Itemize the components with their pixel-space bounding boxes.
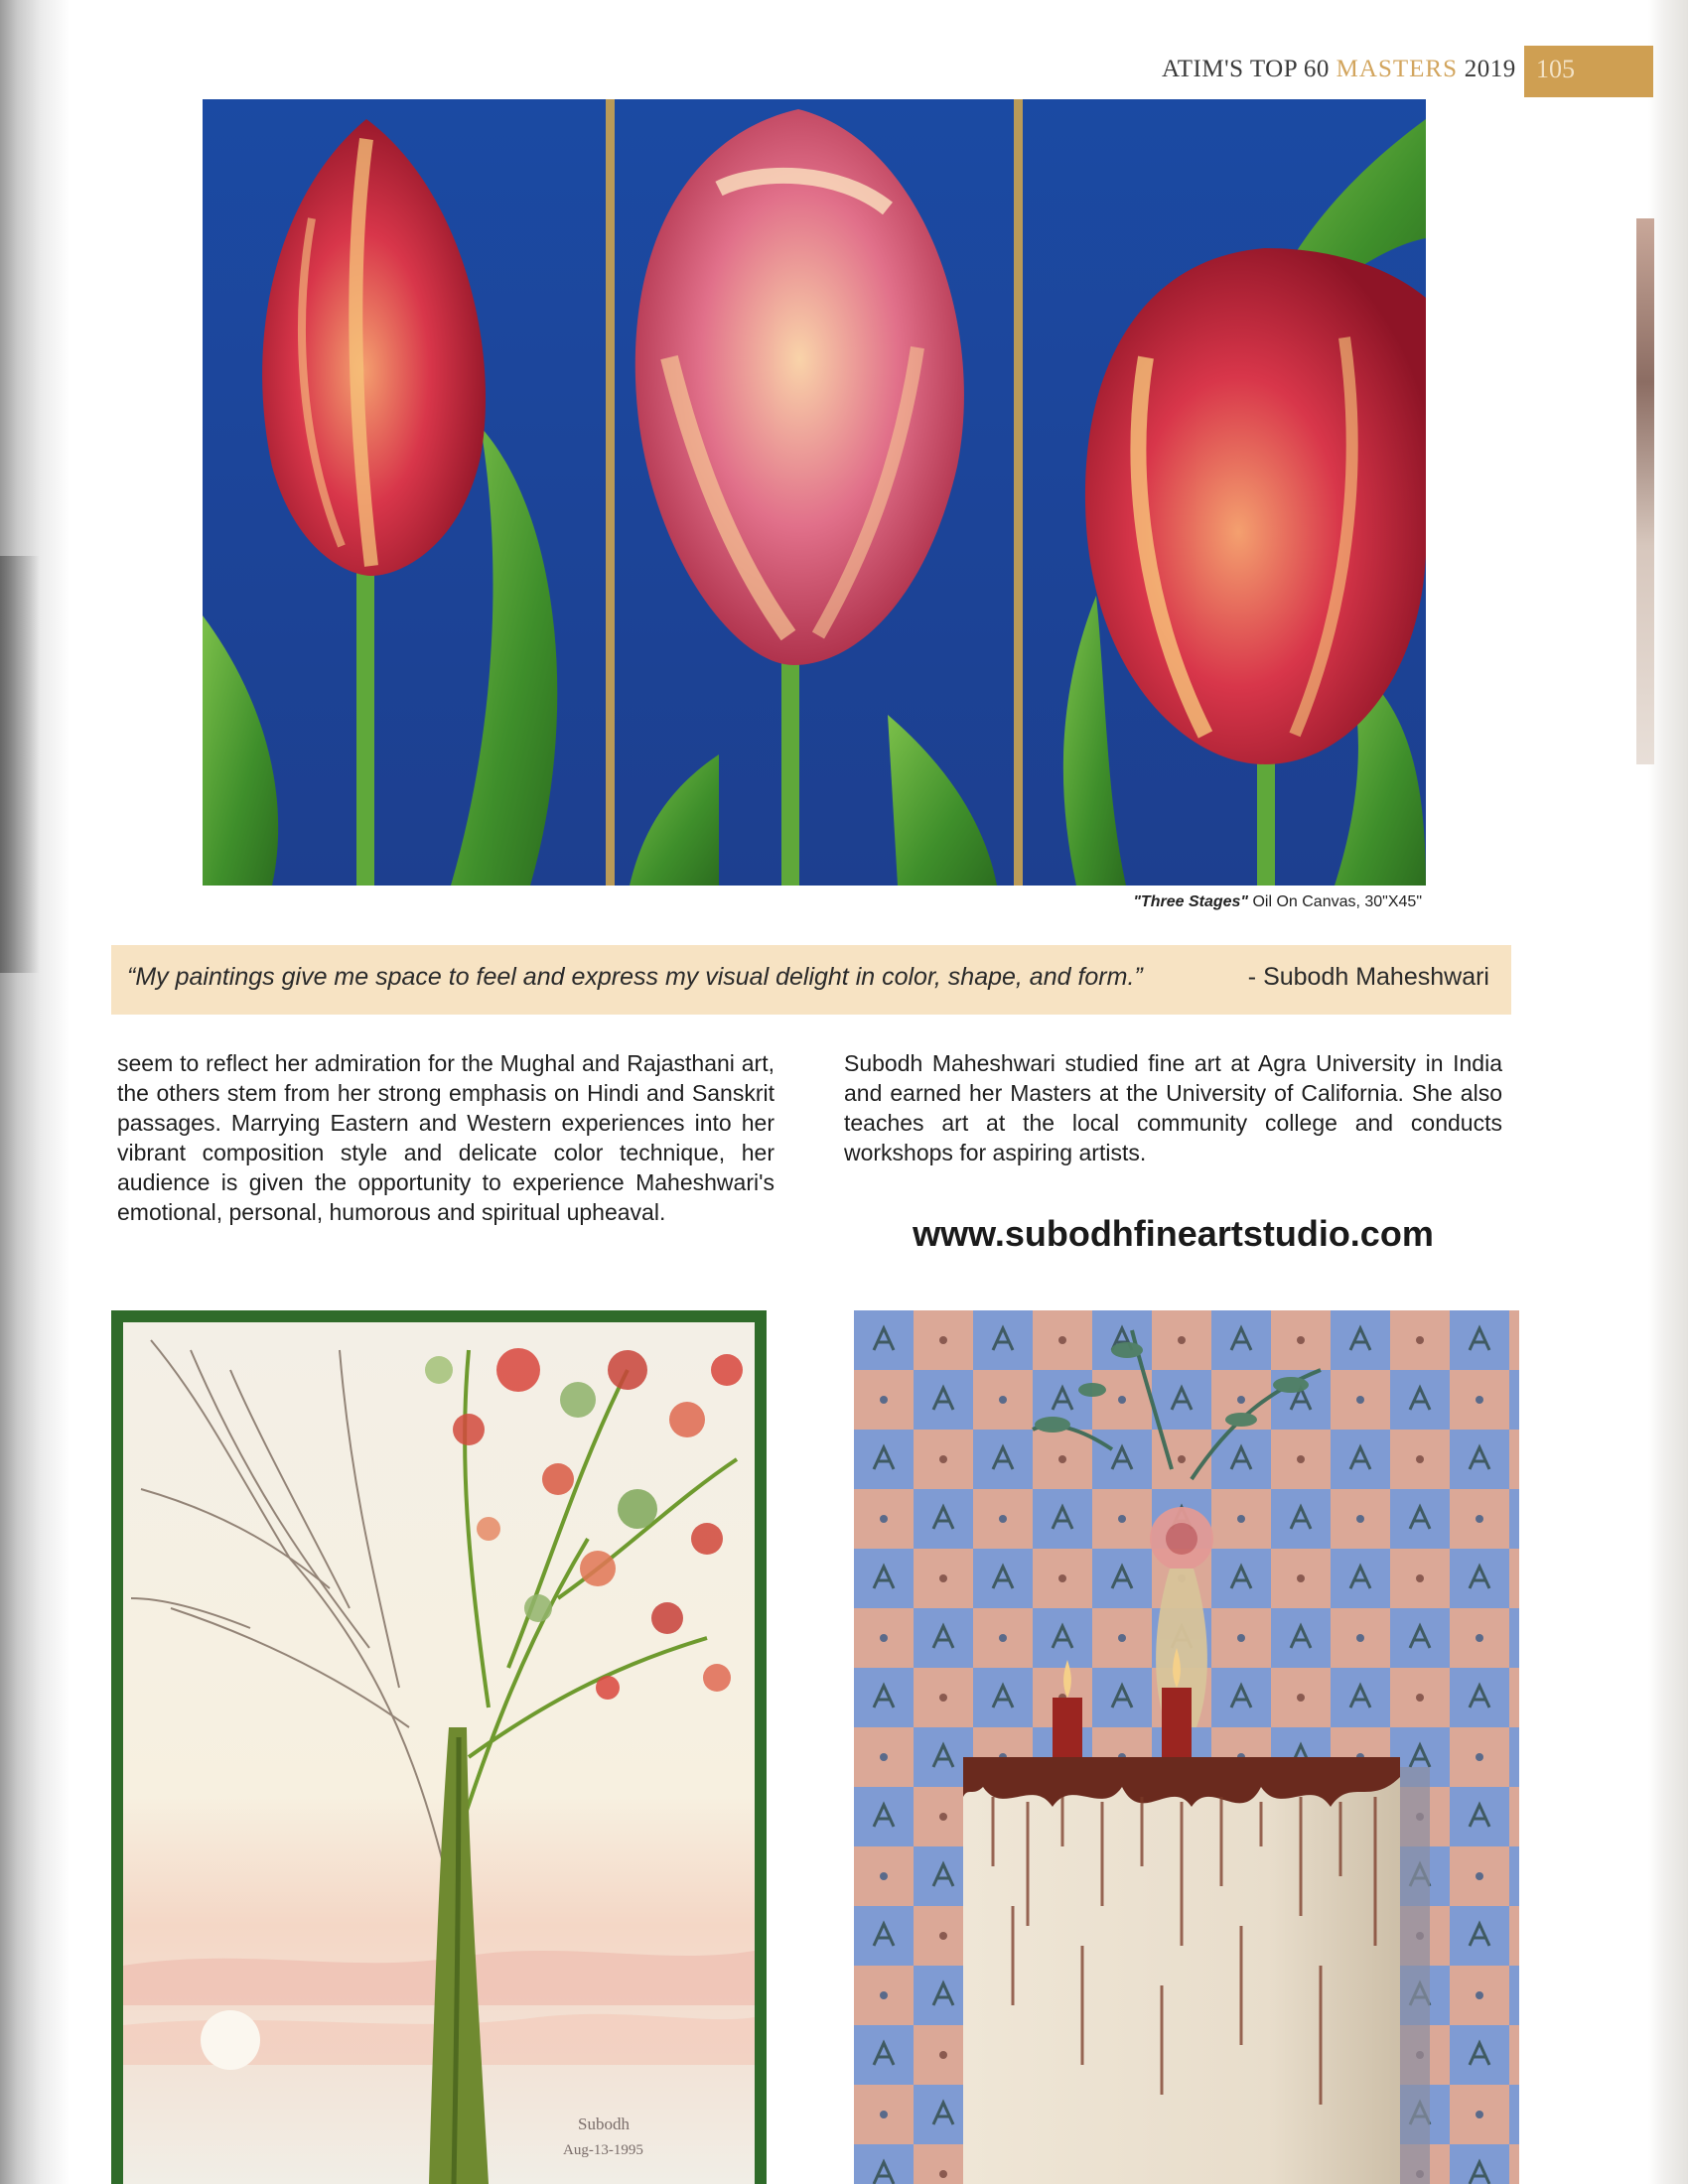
article-left-paragraph: seem to reflect her admiration for the Mughal and Rajasthani art, the others stem from her strong emphasis on Hindi and Sanskrit passages. Marrying Eastern and Western experiences into her vibrant composition style and delicate color technique, her audience is given the opportunity to experience Maheshwari's emotional, personal, humorous and spiritual upheaval. [117, 1050, 774, 1225]
tree-artwork [111, 1310, 767, 2184]
article-right-paragraph: Subodh Maheshwari studied fine art at Agra University in India and earned her Masters at the University of California. She also teaches art at the local community college and conducts workshops for aspiring artists. [844, 1050, 1502, 1165]
magazine-header [1162, 56, 1516, 83]
artist-website-link[interactable]: www.subodhfineartstudio.com [913, 1213, 1434, 1254]
next-page-sliver [1636, 218, 1654, 764]
page-number-tab [1524, 46, 1653, 97]
painting-caption [993, 893, 1422, 911]
quote-author: - Subodh Maheshwari [1247, 963, 1489, 991]
caption-details: Oil On Canvas, 30"X45" [1248, 893, 1422, 910]
page-number: 105 [1536, 55, 1575, 83]
tulip-triptych-artwork [203, 99, 1426, 886]
book-gutter-shadow [0, 0, 70, 2184]
header-title-accent: MASTERS [1336, 56, 1458, 82]
tree-painting [111, 1310, 767, 2184]
header-title-suffix: 2019 [1457, 56, 1516, 82]
quote-banner [111, 945, 1511, 1015]
three-stages-painting [203, 99, 1426, 886]
tree-signature-name: Subodh [578, 2115, 630, 2133]
caption-title: "Three Stages" [1133, 893, 1248, 910]
tree-signature-date: Aug-13-1995 [563, 2142, 643, 2158]
altar-painting [854, 1310, 1519, 2184]
altar-artwork [854, 1310, 1519, 2184]
next-page-edge [1648, 0, 1688, 2184]
quote-text: “My paintings give me space to feel and express my visual delight in color, shape, and form.” [127, 963, 1143, 991]
header-title-prefix: ATIM'S TOP 60 [1162, 56, 1336, 82]
